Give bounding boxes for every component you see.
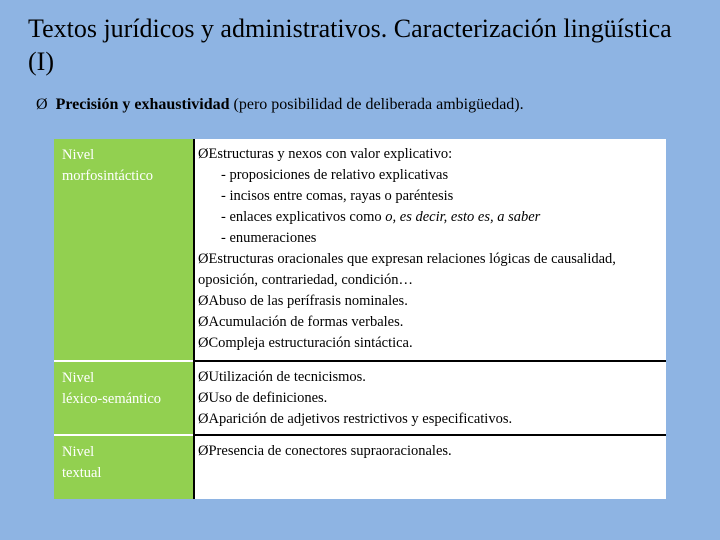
main-point-rest: (pero posibilidad de deliberada ambigüedad). [229, 96, 524, 113]
arrow-bullet-icon: Ø [198, 251, 209, 267]
arrow-bullet-icon: Ø [198, 411, 209, 427]
list-item: ØEstructuras oracionales que expresan relaciones lógicas de causalidad, oposición, contrariedad, condición… [198, 251, 616, 288]
arrow-bullet-icon: Ø [198, 369, 209, 385]
list-item: ØEstructuras y nexos con valor explicativo: [198, 146, 453, 162]
table-row [54, 139, 666, 361]
list-item: ØUtilización de tecnicismos. [198, 369, 366, 385]
level-label-morphosyntactic: Nivel morfosintáctico [54, 139, 194, 361]
arrow-bullet-icon: Ø [198, 335, 209, 351]
list-subitem: - enlaces explicativos como o, es decir, esto es, a saber [221, 209, 541, 225]
arrow-bullet-icon: Ø [198, 146, 209, 162]
arrow-bullet-icon: Ø [198, 390, 209, 406]
arrow-bullet-icon: Ø [198, 314, 209, 330]
list-item: ØCompleja estructuración sintáctica. [198, 335, 413, 351]
slide-title: Textos jurídicos y administrativos. Caracterización lingüística (I) [28, 14, 672, 76]
level-content-textual [194, 435, 666, 499]
table-row [54, 361, 666, 435]
level-content-morphosyntactic [194, 139, 666, 361]
levels-table [54, 139, 666, 499]
main-point-bold: Precisión y exhaustividad [55, 96, 230, 113]
list-subitem: - proposiciones de relativo explicativas [221, 167, 449, 183]
examples-italic: o, es decir, esto es, a saber [385, 209, 541, 225]
list-item: ØUso de definiciones. [198, 390, 328, 406]
level-content-lexical [194, 361, 666, 435]
list-subitem: - incisos entre comas, rayas o paréntesis [221, 188, 454, 204]
level-label-lexical: Nivel léxico-semántico [54, 361, 194, 435]
table-row [54, 435, 666, 499]
list-item: ØAcumulación de formas verbales. [198, 314, 404, 330]
list-subitem: - enumeraciones [221, 230, 317, 246]
main-point [36, 94, 706, 116]
list-item: ØPresencia de conectores supraoracionales. [198, 443, 452, 459]
arrow-bullet-icon: Ø [36, 96, 48, 113]
level-label-textual: Nivel textual [54, 435, 194, 499]
list-item: ØAparición de adjetivos restrictivos y especificativos. [198, 411, 513, 427]
arrow-bullet-icon: Ø [198, 443, 209, 459]
arrow-bullet-icon: Ø [198, 293, 209, 309]
list-item: ØAbuso de las perífrasis nominales. [198, 293, 408, 309]
